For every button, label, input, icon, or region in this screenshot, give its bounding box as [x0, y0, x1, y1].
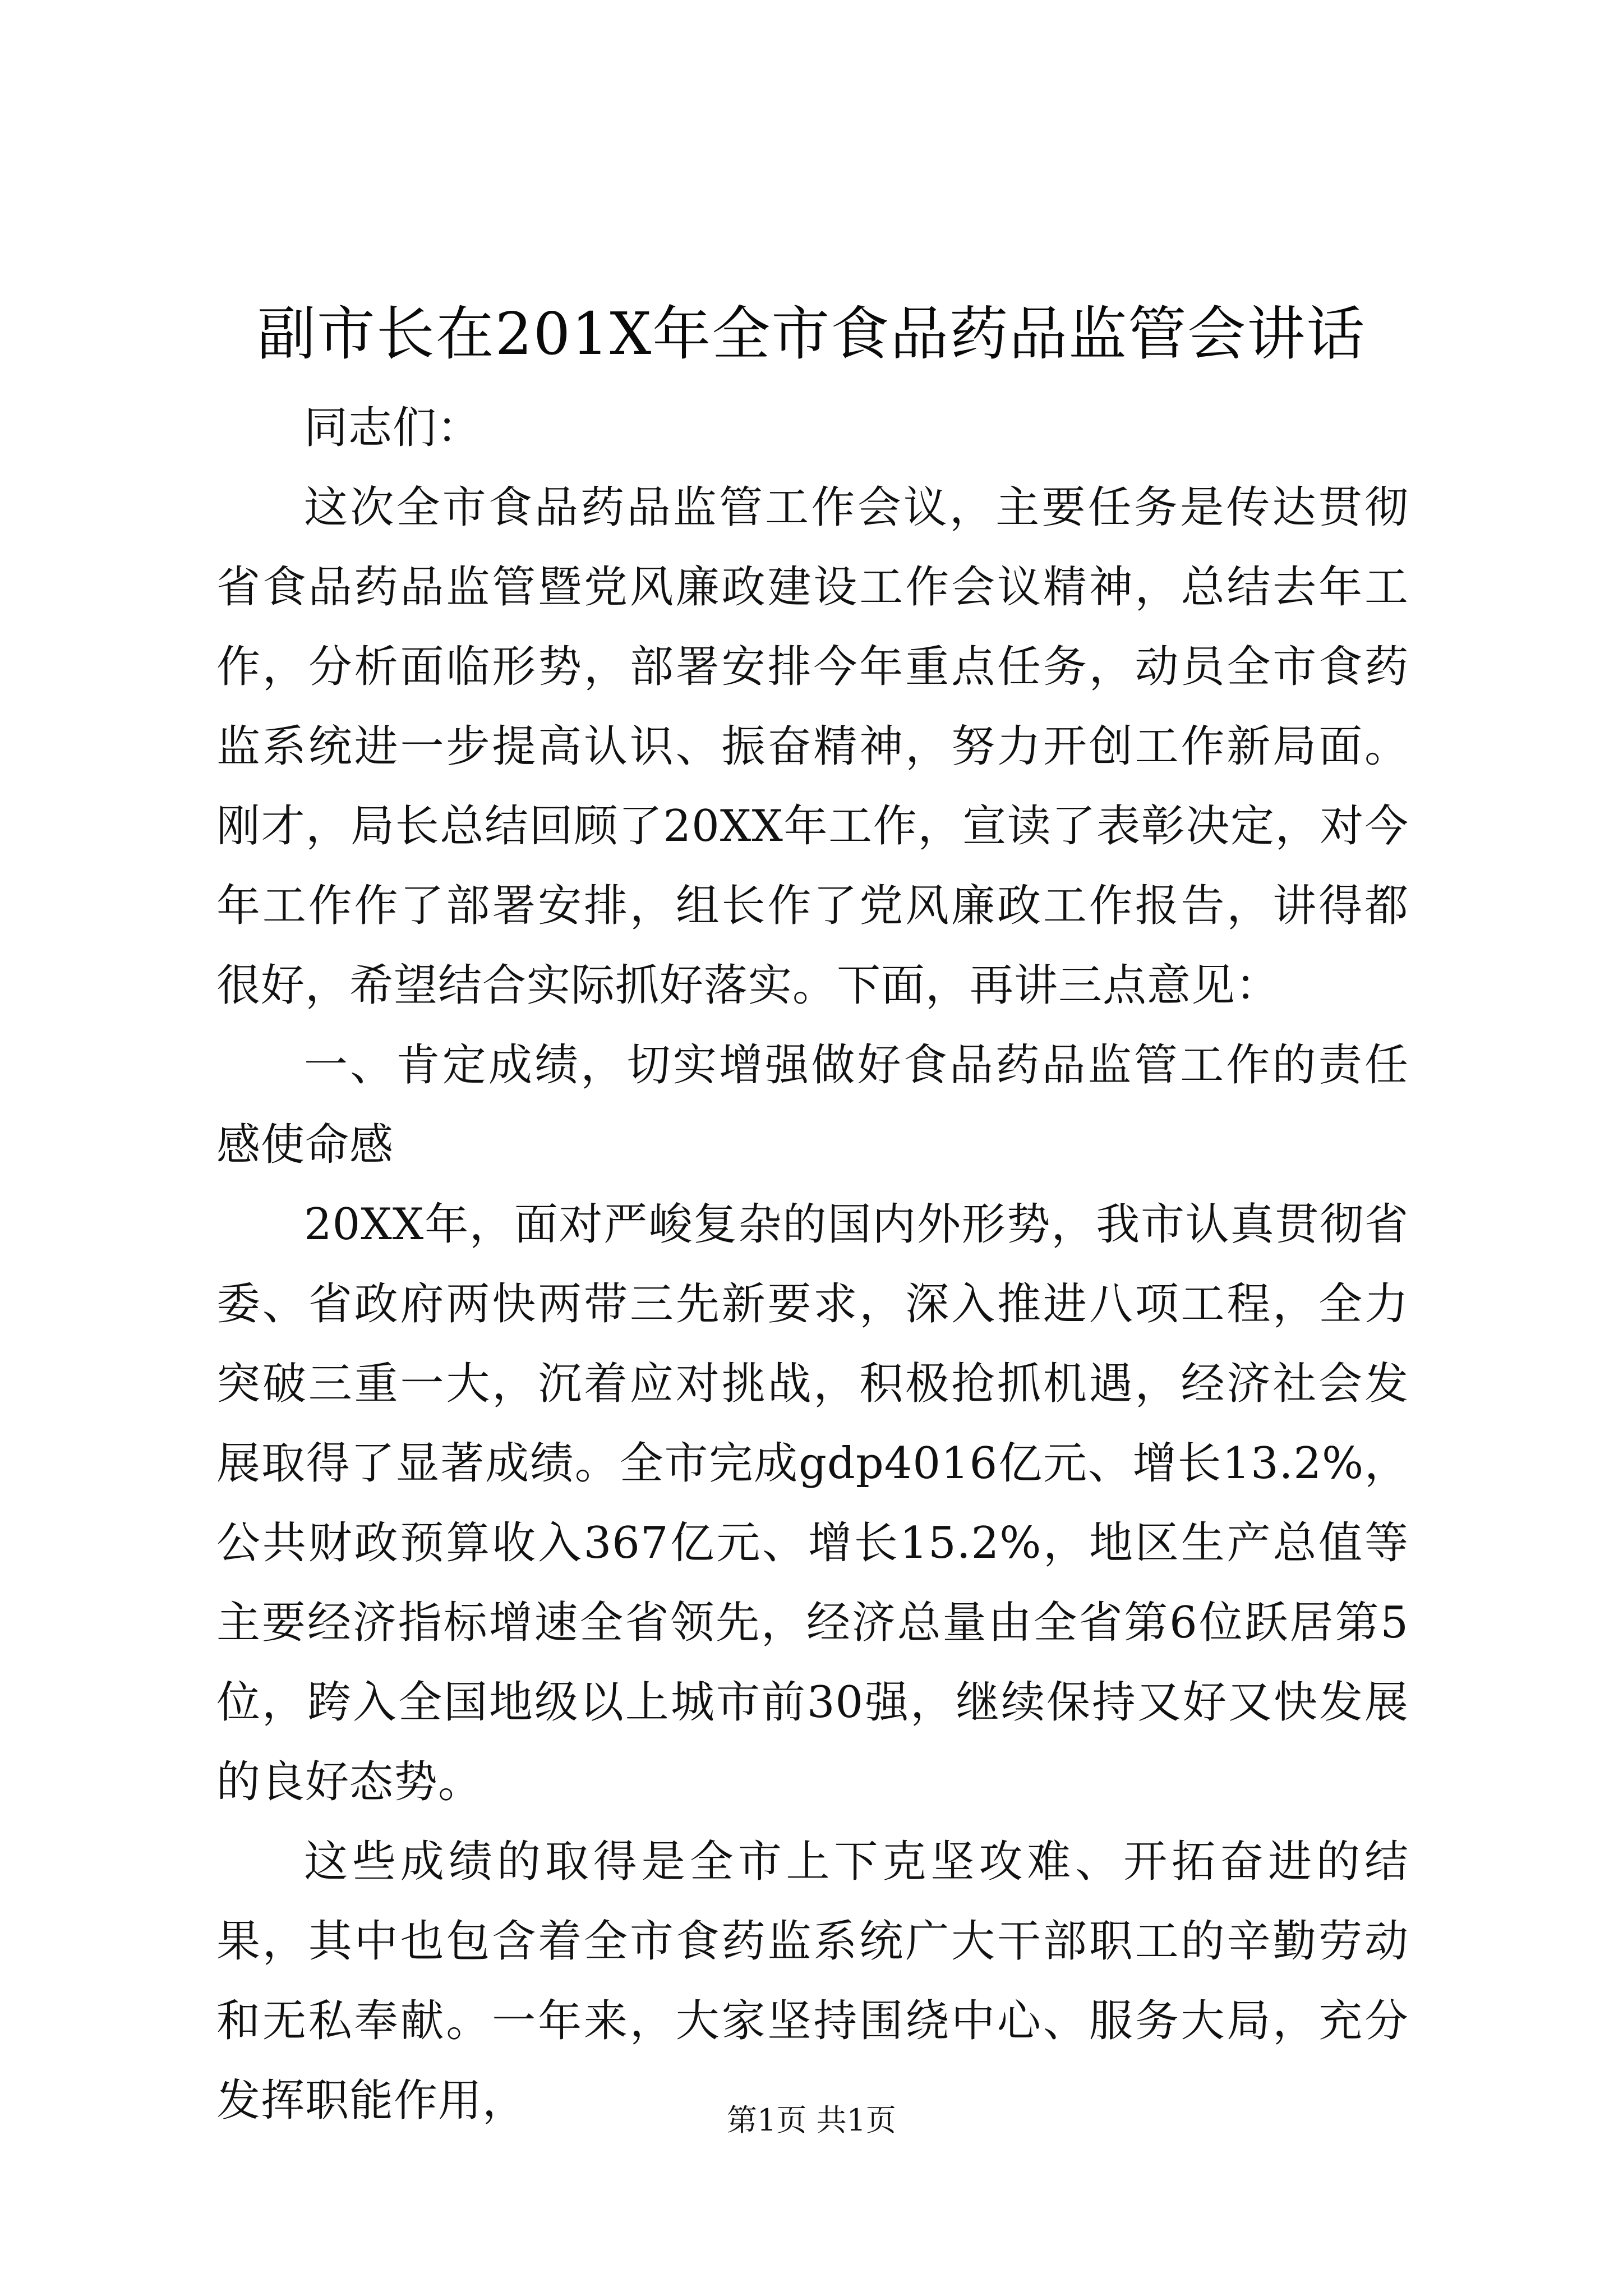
achievements-paragraph: 20XX年，面对严峻复杂的国内外形势，我市认真贯彻省委、省政府两快两带三先新要求，深入推进八项工程，全力突破三重一大，沉着应对挑战，积极抢抓机遇，经济社会发展取得了显著成绩。全市完成gdp4016亿元、增长13.2%，公共财政预算收入367亿元、增长15.2%，地区生产总值等主要经济指标增速全省领先，经济总量由全省第6位跃居第5位，跨入全国地级以上城市前30强，继续保持又好又快发展的良好态势。	[216, 1199, 1409, 1807]
section-heading-1: 一、肯定成绩，切实增强做好食品药品监管工作的责任感使命感	[216, 1040, 1409, 1170]
intro-paragraph: 这次全市食品药品监管工作会议，主要任务是传达贯彻省食品药品监管暨党风廉政建设工作会议精神，总结去年工作，分析面临形势，部署安排今年重点任务，动员全市食药监系统进一步提高认识、振奋精神，努力开创工作新局面。刚才，局长总结回顾了20XX年工作，宣读了表彰决定，对今年工作作了部署安排，组长作了党风廉政工作报告，讲得都很好，希望结合实际抓好落实。下面，再讲三点意见：	[216, 482, 1409, 1011]
page-footer: 第1页 共1页	[727, 2102, 896, 2138]
document-body	[216, 388, 1409, 2141]
contribution-paragraph: 这些成绩的取得是全市上下克坚攻难、开拓奋进的结果，其中也包含着全市食药监系统广大干部职工的辛勤劳动和无私奉献。一年来，大家坚持围绕中心、服务大局，充分发挥职能作用，	[216, 1837, 1409, 2126]
salutation-paragraph: 同志们：	[304, 403, 482, 453]
document-title: 副市长在201X年全市食品药品监管会讲话	[257, 300, 1366, 368]
